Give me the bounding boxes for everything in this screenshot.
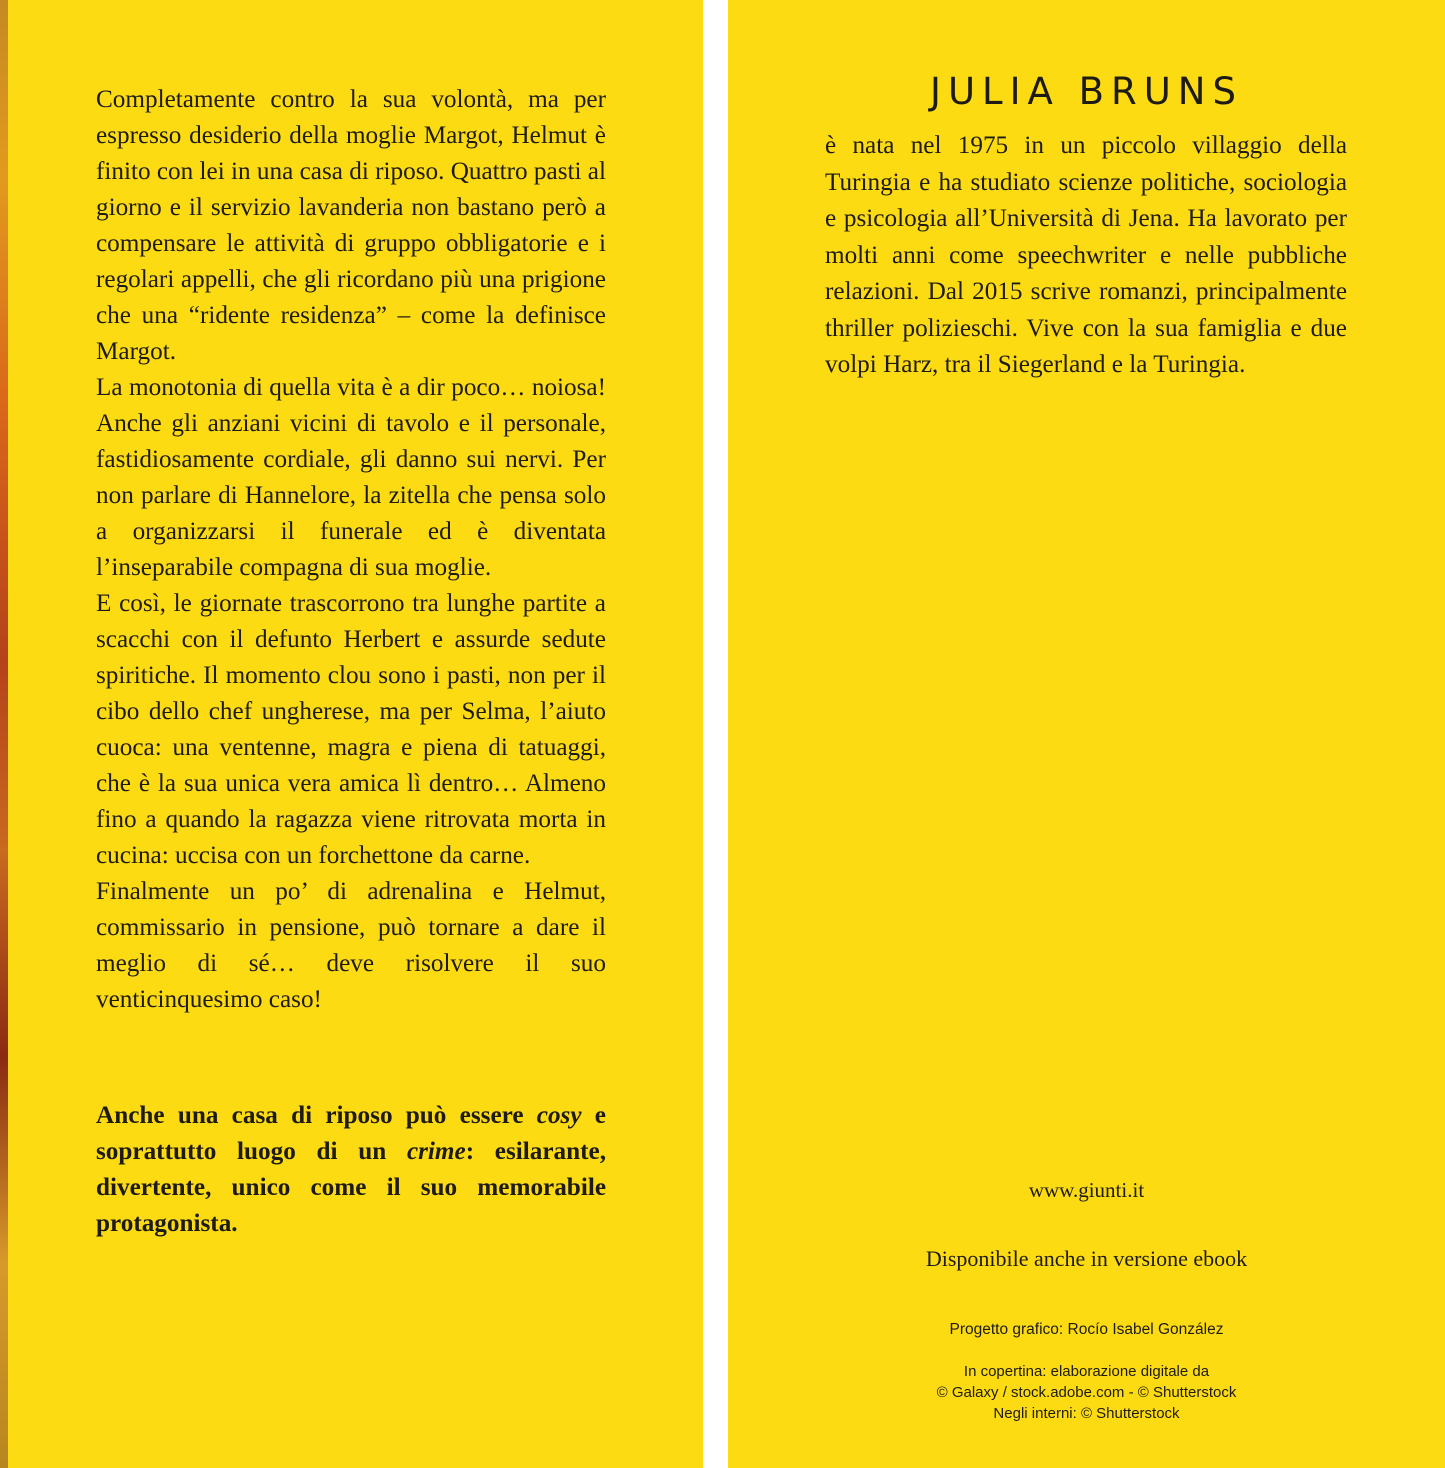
cover-credit-line: Negli interni: © Shutterstock xyxy=(993,1405,1180,1422)
cover-credit-line: © Galaxy / stock.adobe.com - © Shutterstock xyxy=(936,1384,1237,1401)
tagline-text: Anche una casa di riposo può essere xyxy=(96,1102,537,1130)
author-name: JULIA BRUNS xyxy=(930,70,1243,113)
synopsis-paragraph-4: Finalmente un po’ di adrenalina e Helmut, commissario in pensione, può tornare a dare il meglio di sé… deve risolvere il suo venticinquesimo caso! xyxy=(96,878,606,1013)
right-flap xyxy=(728,0,1445,1468)
tagline xyxy=(96,1098,606,1242)
ebook-note: Disponibile anche in versione ebook xyxy=(925,1246,1248,1271)
left-flap xyxy=(8,0,703,1468)
synopsis-paragraph-1: Completamente contro la sua volontà, ma per espresso desiderio della moglie Margot, Helmut è finito con lei in una casa di riposo. Quattro pasti al giorno e il servizio lavanderia non bastano però a compensare le attività di gruppo obbligatorie e i regolari appelli, che gli ricordano più una prigione che una “ridente residenza” – come la definisce Margot. xyxy=(96,86,606,365)
publisher-website: www.giunti.it xyxy=(1028,1178,1145,1202)
tagline-text: : esilarante, divertente, unico come il suo memorabile protagonista. xyxy=(96,1138,607,1238)
cover-credit xyxy=(728,1361,1445,1424)
tagline-italic: crime xyxy=(406,1138,466,1166)
synopsis-paragraph-3: E così, le giornate trascorrono tra lunghe partite a scacchi con il defunto Herbert e assurde sedute spiritiche. Il momento clou sono i pasti, non per il cibo dello chef ungherese, ma per Selma, l’aiuto cuoca: una ventenne, magra e piena di tatuaggi, che è la sua unica vera amica lì dentro… Almeno fino a quando la ragazza viene ritrovata morta in cucina: uccisa con un forchettone da carne. xyxy=(96,590,606,869)
synopsis xyxy=(96,82,606,1018)
tagline-italic: cosy xyxy=(536,1102,582,1130)
cover-credit-line: In copertina: elaborazione digitale da xyxy=(963,1363,1210,1380)
cover-edge-strip xyxy=(0,0,8,1468)
design-credit: Progetto grafico: Rocío Isabel González xyxy=(949,1321,1224,1338)
author-bio: è nata nel 1975 in un piccolo villaggio della Turingia e ha studiato scienze politiche, sociologia e psicologia all’Università di Jena. Ha lavorato per molti anni come speechwriter e nelle pubbliche relazioni. Dal 2015 scrive romanzi, principalmente thriller polizieschi. Vive con la sua famiglia e due volpi Harz, tra il Siegerland e la Turingia. xyxy=(825,132,1347,378)
tagline-text: e soprattutto luogo di un xyxy=(96,1102,606,1166)
synopsis-paragraph-2: La monotonia di quella vita è a dir poco… noiosa! Anche gli anziani vicini di tavolo e il personale, fastidiosamente cordiale, gli danno sui nervi. Per non parlare di Hannelore, la zitella che pensa solo a organizzarsi il funerale ed è diventata l’inseparabile compagna di sua moglie. xyxy=(96,374,606,581)
